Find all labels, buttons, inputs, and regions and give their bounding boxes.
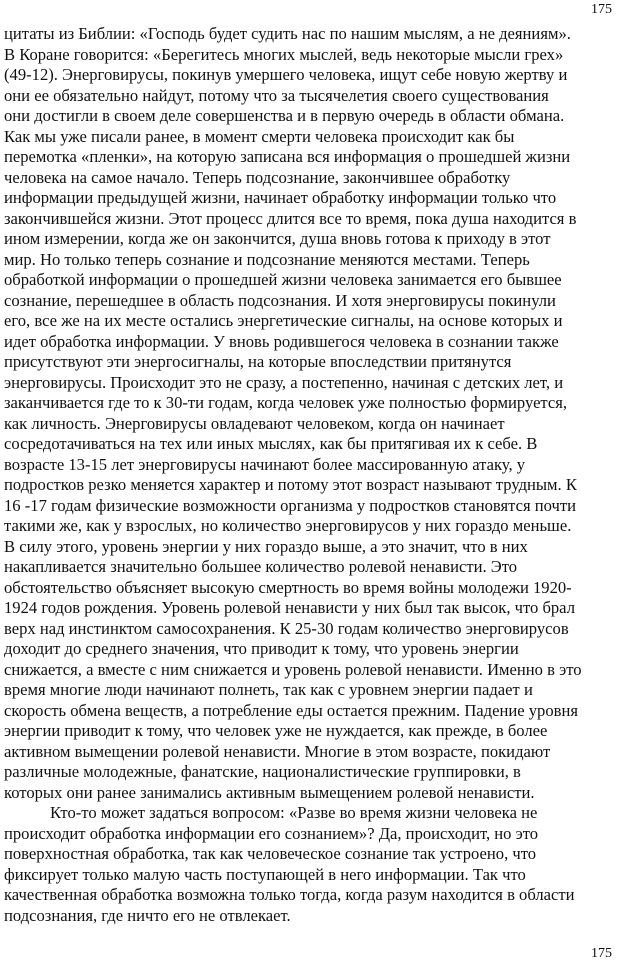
text-line: время многие люди начинают полнеть, так как с уровнем энергии падает и — [4, 680, 533, 699]
text-line: перемотка «пленки», на которую записана вся информация о прошедшей жизни — [4, 147, 571, 166]
text-line: поверхностная обработка, так как человеческое сознание так устроено, что — [4, 844, 537, 863]
text-line: как личность. Энерговирусы овладевают человеком, когда он начинает — [4, 413, 505, 433]
text-line: Кто-то может задаться вопросом: «Разве во время жизни человека не — [50, 803, 538, 822]
text-line: обработкой информации о прошедшей жизни человека занимается его бывшее — [4, 270, 562, 289]
text-line: 16 -17 годам физические возможности организма у подростков становятся почти — [4, 495, 577, 515]
text-line: они достигли в своем деле совершенства и в первую очередь в области обмана. — [4, 106, 565, 125]
page-number-bottom: 175 — [591, 946, 612, 961]
text-line: различные молодежные, фанатские, националистические группировки, в — [4, 762, 521, 781]
text-line: фиксирует только малую часть поступающей в него информации. Так что — [4, 864, 526, 884]
paragraph-1 — [4, 24, 619, 803]
text-line: они ее обязательно найдут, потому что за тысячелетия своего существования — [4, 85, 549, 105]
text-line: снижается, а вместе с ним снижается и уровень ролевой ненависти. Именно в это — [4, 659, 582, 679]
text-line: происходит обработка информации его сознанием»? Да, происходит, но это — [4, 823, 539, 843]
text-line: скорость обмена веществ, а потребление еды остается прежним. Падение уровня — [4, 700, 578, 720]
text-line: возрасте 13-15 лет энерговирусы начинают более массированную атаку, у — [4, 454, 526, 474]
text-line: обстоятельство объясняет высокую смертность во время войны молодежи 1920- — [4, 577, 572, 597]
text-line: подсознания, где ничто его не отвлекает. — [4, 905, 291, 925]
text-line: В Коране говорится: «Берегитесь многих мыслей, ведь некоторые мысли грех» — [4, 44, 564, 64]
text-line: энерговирусы. Происходит это не сразу, а постепенно, начиная с детских лет, и — [4, 372, 564, 392]
text-line: 1924 годов рождения. Уровень ролевой ненависти у них был так высок, что брал — [4, 598, 575, 617]
text-line: качественная обработка возможна только тогда, когда разум находится в области — [4, 885, 575, 904]
text-line: закончившейся жизни. Этот процесс длится все то время, пока душа находится в — [4, 208, 577, 228]
text-line: накапливается значительно большее количество ролевой ненависти. Это — [4, 557, 518, 576]
text-line: верх над инстинктом самосохранения. К 25-30 годам количество энерговирусов — [4, 618, 569, 638]
text-line: сосредотачиваться на тех или иных мыслях, как бы притягивая их к себе. В — [4, 434, 538, 453]
text-line: информации предыдущей жизни, начинает обработку информации только что — [4, 188, 557, 207]
text-line: присутствуют эти энергосигналы, на которые впоследствии притянутся — [4, 352, 512, 371]
text-line: человека на самое начало. Теперь подсознание, закончившее обработку — [4, 167, 511, 187]
document-body — [4, 24, 619, 926]
paragraph-2 — [4, 803, 619, 926]
text-line: подростков резко меняется характер и потому этот возраст называют трудным. К — [4, 475, 577, 494]
text-line: доходит до среднего значения, что приводит к тому, что уровень энергии — [4, 639, 519, 658]
text-line: его, все же на их месте остались энергетические сигналы, на основе которых и — [4, 311, 563, 330]
text-line: такими же, как у взрослых, но количество энерговирусов у них гораздо меньше. — [4, 516, 572, 535]
text-line: (49-12). Энерговирусы, покинув умершего человека, ищут себе новую жертву и — [4, 65, 568, 84]
page-number-top: 175 — [591, 2, 612, 17]
text-line: которых они ранее занимались активным вымещением ролевой ненависти. — [4, 782, 535, 802]
text-line: Как мы уже писали ранее, в момент смерти человека происходит как бы — [4, 126, 515, 146]
text-line: цитаты из Библии: «Господь будет судить нас по нашим мыслям, а не деяниям». — [4, 24, 571, 43]
text-line: активном вымещении ролевой ненависти. Многие в этом возрасте, покидают — [4, 741, 551, 761]
text-line: идет обработка информации. У вновь родившегося человека в сознании также — [4, 331, 559, 351]
text-line: В силу этого, уровень энергии у них гораздо выше, а это значит, что в них — [4, 536, 528, 556]
text-line: ином измерении, когда же он закончится, душа вновь готова к приходу в этот — [4, 229, 551, 248]
text-line: заканчивается где то к 30-ти годам, когда человек уже полностью формируется, — [4, 393, 568, 412]
text-line: мир. Но только теперь сознание и подсознание меняются местами. Теперь — [4, 249, 530, 269]
text-line: энергии приводит к тому, что человек уже не нуждается, как прежде, в более — [4, 721, 548, 740]
text-line: сознание, перешедшее в область подсознания. И хотя энерговирусы покинули — [4, 290, 556, 310]
